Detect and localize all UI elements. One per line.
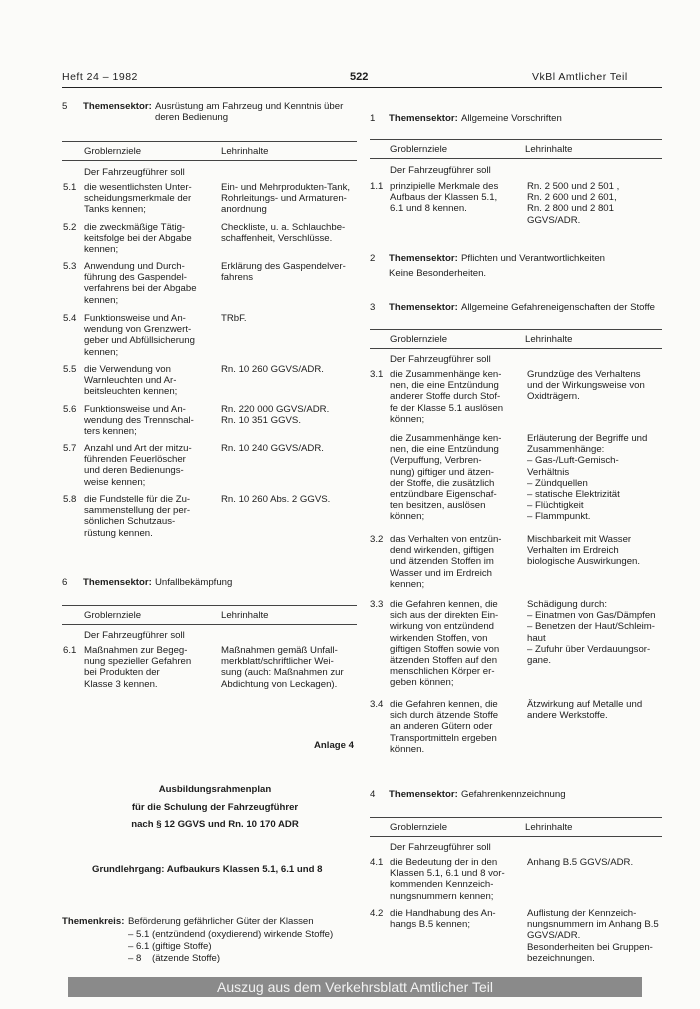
row-5-3-content: Erklärung des Gaspendelver- fahrens [221,261,346,284]
themenkreis-item-2: – 6.1 (giftige Stoffe) [128,941,212,952]
section3-label: Themensektor: [389,302,458,313]
section4-title: Gefahrenkennzeichnung [461,789,566,800]
row-3-2-objective: das Verhalten von entzün- dend wirkenden, giftigen und ätzenden Stoffen im Wasser und im Erdreich kennen; [390,534,502,590]
table3-top-rule [370,329,662,330]
section5-label: Themensektor: [83,101,152,112]
section2-number: 2 [370,253,376,264]
row-5-4-content: TRbF. [221,313,247,324]
row-5-1-content: Ein- und Mehrprodukten-Tank, Rohrleitungs- und Armaturen- anordnung [221,182,351,216]
section4-label: Themensektor: [389,789,458,800]
section1-title: Allgemeine Vorschriften [461,113,562,124]
table5-header-rule [62,160,357,161]
grundlehrgang: Grundlehrgang: Aufbaukurs Klassen 5.1, 6.1 und 8 [92,864,323,875]
header-left: Heft 24 – 1982 [62,71,138,83]
row-3-4-objective: die Gefahren kennen, die sich durch ätzende Stoffe an anderen Gütern oder Transportmitteln ergeben können. [390,699,499,755]
row-4-1-objective: die Bedeutung der in den Klassen 5.1, 6.1 und 8 vor- kommenden Kennzeich- nungsnummern kennen; [390,857,505,902]
section4-number: 4 [370,789,376,800]
row-4-1-number: 4.1 [370,857,384,868]
table6-header-rule [62,624,357,625]
themenkreis-label: Themenkreis: [62,916,125,927]
themenkreis-item-3: – 8 (ätzende Stoffe) [128,953,221,964]
row-5-2-number: 5.2 [63,222,77,233]
row-5-6-number: 5.6 [63,404,77,415]
table5-intro: Der Fahrzeugführer soll [84,167,185,178]
section6-title: Unfallbekämpfung [155,577,233,588]
row-3-1b-content: Erläuterung der Begriffe und Zusammenhänge: – Gas-/Luft-Gemisch- Verhältnis – Zündquellen – statische Elektrizität – Flüchtigkeit – Flammpunkt. [527,433,648,523]
row-4-1-content: Anhang B.5 GGVS/ADR. [527,857,634,868]
row-5-6-objective: Funktionsweise und An- wendung des Trennschal- ters kennen; [84,404,194,438]
row-5-2-content: Checkliste, u. a. Schlauchbe- schaffenheit, Verschlüsse. [221,222,346,245]
section6-number: 6 [62,577,68,588]
table6-header-objectives: Groblernziele [84,610,142,621]
row-5-5-objective: die Verwendung von Warnleuchten und Ar- beitsleuchten kennen; [84,364,178,398]
table6-top-rule [62,605,357,606]
row-4-2-number: 4.2 [370,908,384,919]
header-right: VkBl Amtlicher Teil [532,71,628,83]
section2-label: Themensektor: [389,253,458,264]
row-5-3-objective: Anwendung und Durch- führung des Gaspendel- verfahrens bei der Abgabe kennen; [84,261,197,306]
table1-header-objectives: Groblernziele [390,144,448,155]
section3-number: 3 [370,302,376,313]
table3-intro: Der Fahrzeugführer soll [390,354,491,365]
table4-header-objectives: Groblernziele [390,822,448,833]
row-5-1-objective: die wesentlichsten Unter- scheidungsmerkmale der Tanks kennen; [84,182,192,216]
table1-intro: Der Fahrzeugführer soll [390,165,491,176]
row-5-7-objective: Anzahl und Art der mitzu- führenden Feuerlöscher und deren Bedienungs- weise kennen; [84,443,192,488]
row-5-4-number: 5.4 [63,313,77,324]
table5-top-rule [62,141,357,142]
footer-banner: Auszug aus dem Verkehrsblatt Amtlicher Teil [68,977,642,997]
row-3-3-number: 3.3 [370,599,384,610]
table5-header-contents: Lehrinhalte [221,146,269,157]
row-5-7-content: Rn. 10 240 GGVS/ADR. [221,443,324,454]
row-5-8-content: Rn. 10 260 Abs. 2 GGVS. [221,494,331,505]
section1-number: 1 [370,113,376,124]
table6-header-contents: Lehrinhalte [221,610,269,621]
row-5-6-content: Rn. 220 000 GGVS/ADR. Rn. 10 351 GGVS. [221,404,330,427]
row-5-4-objective: Funktionsweise und An- wendung von Grenzwert- geber und Abfüllsicherung kennen; [84,313,195,358]
row-4-2-content: Auflistung der Kennzeich- nungsnummern im Anhang B.5 GGVS/ADR. Besonderheiten bei Gruppen- bezeichnungen. [527,908,659,964]
row-1-1-content: Rn. 2 500 und 2 501 , Rn. 2 600 und 2 601, Rn. 2 800 und 2 801 GGVS/ADR. [527,181,620,226]
table3-header-rule [370,348,662,349]
row-3-4-content: Ätzwirkung auf Metalle und andere Werkstoffe. [527,699,643,722]
row-1-1-objective: prinzipielle Merkmale des Aufbaus der Klassen 5.1, 6.1 und 8 kennen. [390,181,499,215]
row-3-1-content: Grundzüge des Verhaltens und der Wirkungsweise von Oxidträgern. [527,369,645,403]
section3-title: Allgemeine Gefahreneigenschaften der Stoffe [461,302,655,313]
table1-header-contents: Lehrinhalte [525,144,573,155]
table1-top-rule [370,139,662,140]
row-3-2-content: Mischbarkeit mit Wasser Verhalten im Erdreich biologische Auswirkungen. [527,534,641,568]
themenkreis-item-1: – 5.1 (entzündend (oxydierend) wirkende Stoffe) [128,929,334,940]
row-6-1-content: Maßnahmen gemäß Unfall- merkblatt/schriftlicher Wei- sung (auch: Maßnahmen zur Abdichtung von Leckagen). [221,645,344,690]
anlage-label: Anlage 4 [314,740,354,751]
row-4-2-objective: die Handhabung des An- hangs B.5 kennen; [390,908,496,931]
row-3-1-number: 3.1 [370,369,384,380]
table3-header-contents: Lehrinhalte [525,334,573,345]
table4-header-contents: Lehrinhalte [525,822,573,833]
row-1-1-number: 1.1 [370,181,384,192]
table3-header-objectives: Groblernziele [390,334,448,345]
row-5-1-number: 5.1 [63,182,77,193]
row-5-5-content: Rn. 10 260 GGVS/ADR. [221,364,324,375]
row-5-3-number: 5.3 [63,261,77,272]
table1-header-rule [370,158,662,159]
plan-title: Ausbildungsrahmenplan für die Schulung der Fahrzeugführer nach § 12 GGVS und Rn. 10 170 ADR [131,784,299,830]
section2-note: Keine Besonderheiten. [389,268,487,279]
row-5-7-number: 5.7 [63,443,77,454]
section6-label: Themensektor: [83,577,152,588]
page-number: 522 [350,71,369,83]
row-5-2-objective: die zweckmäßige Tätig- keitsfolge bei der Abgabe kennen; [84,222,192,256]
row-5-8-number: 5.8 [63,494,77,505]
section2-title: Pflichten und Verantwortlichkeiten [461,253,605,264]
header-rule [62,87,662,88]
row-6-1-number: 6.1 [63,645,77,656]
row-3-1-objective: die Zusammenhänge ken- nen, die eine Entzündung anderer Stoffe durch Stof- fe der Klasse 5.1 auslösen können; [390,369,504,425]
row-5-5-number: 5.5 [63,364,77,375]
table6-intro: Der Fahrzeugführer soll [84,630,185,641]
row-3-4-number: 3.4 [370,699,384,710]
row-3-2-number: 3.2 [370,534,384,545]
themenkreis-title: Beförderung gefährlicher Güter der Klassen [128,916,314,927]
row-3-3-objective: die Gefahren kennen, die sich aus der direkten Ein- wirkung von entzündend wirkenden Stoffen, von giftigen Stoffen sowie von ätzenden Stoffen auf den menschlichen Körper er- geben können; [390,599,500,689]
table5-header-objectives: Groblernziele [84,146,142,157]
table4-header-rule [370,836,662,837]
row-3-1b-objective: die Zusammenhänge ken- nen, die eine Entzündung (Verpuffung, Verbren- nung) giftiger und ätzen- der Stoffe, die zusätzlich entzündbare Eigenschaf- ten besitzen, auslösen können; [390,433,502,523]
row-6-1-objective: Maßnahmen zur Begeg- nung spezieller Gefahren bei Produkten der Klasse 3 kennen. [84,645,192,690]
row-3-3-content: Schädigung durch: – Einatmen von Gas/Dämpfen – Benetzen der Haut/Schleim- haut – Zufuhr über Verdauungsor- gane. [527,599,656,667]
table4-top-rule [370,817,662,818]
row-5-8-objective: die Fundstelle für die Zu- sammenstellung der per- sönlichen Schutzaus- rüstung kennen. [84,494,191,539]
section5-number: 5 [62,101,68,112]
section1-label: Themensektor: [389,113,458,124]
section5-title: Ausrüstung am Fahrzeug und Kenntnis über deren Bedienung [155,101,344,124]
table4-intro: Der Fahrzeugführer soll [390,842,491,853]
